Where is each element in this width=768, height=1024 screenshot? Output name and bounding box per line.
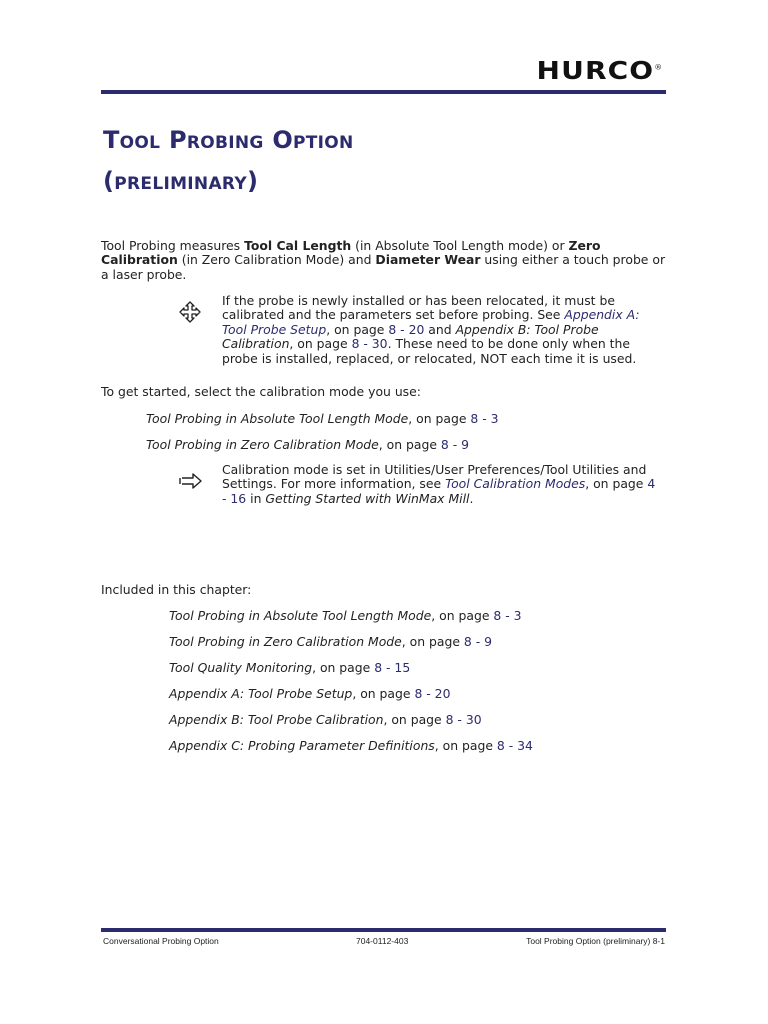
hurco-logo: HURCO®	[536, 56, 662, 85]
footer-right: Tool Probing Option (preliminary) 8-1	[526, 936, 665, 946]
list-item: Appendix C: Probing Parameter Definitions, on page 8 - 34	[169, 738, 533, 753]
page-link[interactable]: 8 - 20	[414, 686, 451, 701]
footer-rule	[101, 928, 666, 932]
footer-left: Conversational Probing Option	[103, 936, 219, 946]
page-link[interactable]: 8 - 9	[440, 437, 470, 452]
note-calibration-required: If the probe is newly installed or has been relocated, it must be calibrated and the parameters set before probing. See Appendix A: Tool Probe Setup, on page 8 - 20 and Appendix B: Tool Probe Calibration, on page 8 - 30. These need to be done only when the probe is installed, replaced, or relocated, NOT each time it is used.	[222, 293, 640, 366]
link-appendix-a[interactable]: Appendix A: Tool Probe Setup	[222, 307, 640, 337]
list-item: Appendix A: Tool Probe Setup, on page 8 - 20	[169, 686, 451, 701]
page-link[interactable]: 8 - 3	[470, 411, 499, 426]
move-icon	[179, 301, 201, 323]
page-link[interactable]: 8 - 9	[463, 634, 493, 649]
get-started-text: To get started, select the calibration mode you use:	[101, 384, 421, 399]
chapter-intro-text: Included in this chapter:	[101, 582, 252, 597]
header-rule	[101, 90, 666, 94]
list-item: Tool Quality Monitoring, on page 8 - 15	[169, 660, 411, 675]
link-page-8-20[interactable]: 8 - 20	[388, 321, 425, 337]
list-item: Tool Probing in Absolute Tool Length Mode, on page 8 - 3	[169, 608, 522, 623]
list-item: Appendix B: Tool Probe Calibration, on page 8 - 30	[169, 712, 482, 727]
note-calibration-mode: Calibration mode is set in Utilities/User Preferences/Tool Utilities and Settings. For more information, see Tool Calibration Modes, on page 4 - 16 in Getting Started with WinMax Mill.	[222, 462, 656, 506]
title-line-1: Tool Probing Option	[103, 126, 354, 154]
page-link[interactable]: 8 - 34	[496, 738, 533, 753]
title-line-2: (preliminary)	[103, 167, 259, 195]
list-item: Tool Probing in Zero Calibration Mode, on page 8 - 9	[169, 634, 493, 649]
link-page-8-30[interactable]: 8 - 30	[351, 336, 388, 352]
arrow-right-icon	[179, 472, 203, 490]
page-link[interactable]: 8 - 15	[374, 660, 411, 675]
link-page-4-16[interactable]: 4 - 16	[222, 476, 656, 506]
page-link[interactable]: 8 - 30	[445, 712, 482, 727]
page-link[interactable]: 8 - 3	[493, 608, 522, 623]
footer-center: 704-0112-403	[356, 936, 409, 946]
page-title	[103, 120, 663, 202]
list-item: Tool Probing in Zero Calibration Mode, on page 8 - 9	[146, 437, 470, 452]
link-tool-calibration-modes[interactable]: Tool Calibration Modes	[445, 476, 586, 492]
list-item: Tool Probing in Absolute Tool Length Mode, on page 8 - 3	[146, 411, 499, 426]
intro-paragraph: Tool Probing measures Tool Cal Length (in Absolute Tool Length mode) or Zero Calibration (in Zero Calibration Mode) and Diameter Wear using either a touch probe or a laser probe.	[101, 238, 666, 282]
